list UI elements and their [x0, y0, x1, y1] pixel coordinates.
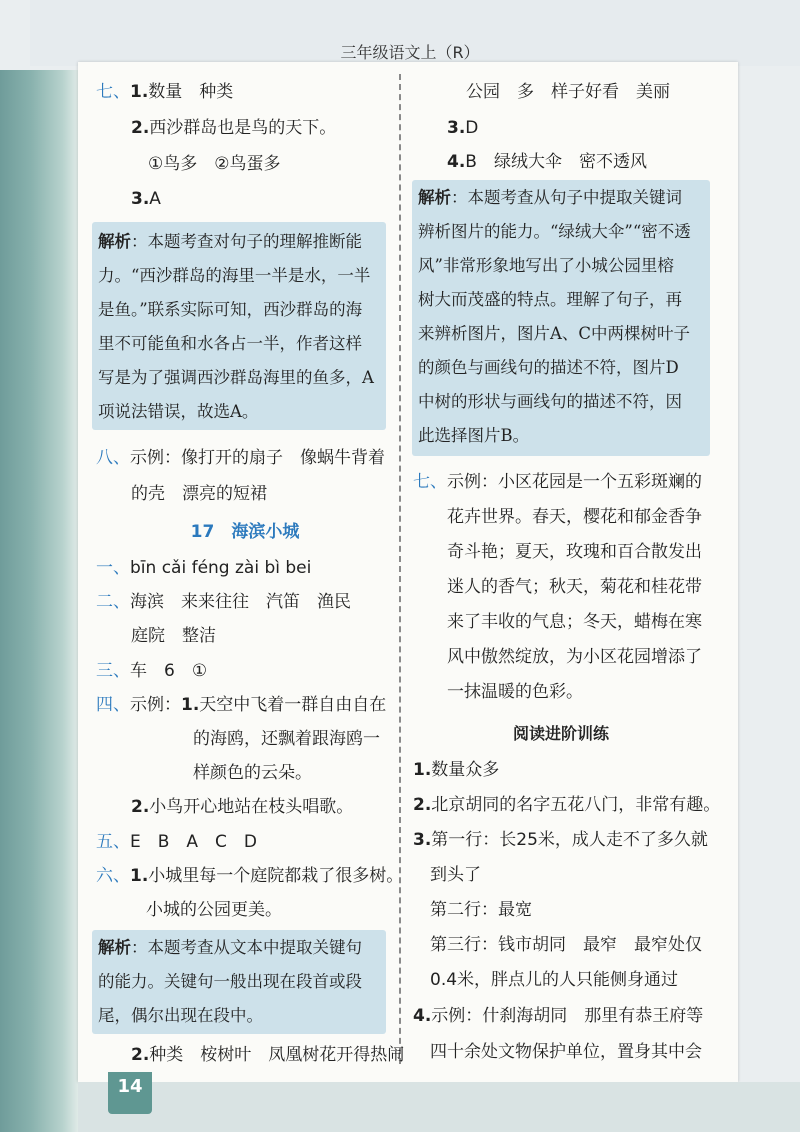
- q7-i3-text: A: [149, 189, 161, 209]
- l4-line2: 的海鸥，还飘着跟海鸥一: [193, 729, 380, 749]
- q8-label: 八、: [96, 448, 130, 468]
- r1-line: 1.数量众多: [413, 760, 500, 780]
- analysis1-line2: 力。“西沙群岛的海里一半是水，一半: [98, 266, 371, 285]
- header-title: 三年级语文上（R）: [340, 43, 480, 62]
- r3-line2: 到头了: [430, 865, 481, 885]
- analysis1-line4: 里不可能鱼和水各占一半，作者这样: [98, 334, 362, 353]
- analysis3-line4: 树大而茂盛的特点。理解了句子，再: [418, 290, 682, 309]
- q8-line1: 八、示例：像打开的扇子 像蜗牛背着: [96, 448, 385, 468]
- analysis1-label: 解析: [98, 232, 131, 251]
- left-color-stripe: [0, 70, 78, 1132]
- reading-title: 阅读进阶训练: [512, 724, 609, 743]
- analysis3-line5: 来辨析图片，图片A、C中两棵树叶子: [418, 324, 691, 343]
- analysis3-line1: 解析：本题考查从句子中提取关键词: [418, 188, 682, 207]
- analysis3-line2: 辨析图片的能力。“绿绒大伞”“密不透: [418, 222, 691, 241]
- q7-item1: [96, 80, 233, 104]
- l6-item2: 2.种类 桉树叶 凤凰树花开得热闹: [131, 1045, 405, 1065]
- l5-label: 五、: [96, 832, 130, 852]
- q8-line2: 的壳 漂亮的短裙: [131, 484, 267, 504]
- r-q7-line4: 迷人的香气；秋天，菊花和桂花带: [447, 577, 702, 597]
- l6-line1: 六、1.小城里每一个庭院都栽了很多树。: [96, 866, 404, 886]
- analysis2-line3: 尾，偶尔出现在段中。: [98, 1006, 263, 1025]
- l4-item2: 2.小鸟开心地站在枝头唱歌。: [131, 797, 354, 817]
- q7-i2-text: 西沙群岛也是鸟的天下。: [149, 118, 337, 138]
- l5-line: 五、E B A C D: [96, 832, 257, 852]
- q7-i2-num: 2.: [131, 118, 150, 138]
- r-q7-line5: 来了丰收的气息；冬天，蜡梅在寒: [447, 612, 702, 632]
- column-divider: [399, 74, 401, 1064]
- bottom-band: [78, 1082, 800, 1132]
- r-top-line: 公园 多 样子好看 美丽: [466, 82, 670, 102]
- analysis3-line7: 中树的形状与画线句的描述不符，因: [418, 392, 682, 411]
- analysis3-line6: 的颜色与画线句的描述不符，图片D: [418, 358, 679, 377]
- r2-line: 2.北京胡同的名字五花八门，非常有趣。: [413, 795, 721, 815]
- analysis1-line5: 写是为了强调西沙群岛海里的鱼多，A: [98, 368, 374, 387]
- q7-i1-text: 数量 种类: [148, 82, 234, 102]
- l3-line: 三、车 6 ①: [96, 661, 208, 681]
- r-q7-line2: 花卉世界。春天，樱花和郁金香争: [447, 507, 702, 527]
- r-q7-line3: 奇斗艳；夏天，玫瑰和百合散发出: [447, 542, 702, 562]
- r-q7-label: 七、: [413, 472, 447, 492]
- analysis1-line3: 是鱼。”联系实际可知，西沙群岛的海: [98, 300, 363, 319]
- l4-line1: 四、示例：1.天空中飞着一群自由自在: [96, 695, 387, 715]
- q7-i1-num: 1.: [130, 82, 149, 102]
- r3-line5: 0.4米，胖点儿的人只能侧身通过: [430, 970, 679, 990]
- r-item3: 3.D: [447, 118, 479, 138]
- l2-line2: 庭院 整洁: [131, 626, 216, 646]
- l2-line1: 二、海滨 来来往往 汽笛 渔民: [96, 592, 351, 612]
- analysis2-line1: 解析：本题考查从文本中提取关键句: [98, 938, 362, 957]
- r3-line1: 3.第一行：长25米，成人走不了多久就: [413, 830, 708, 850]
- r-item4: 4.B 绿绒大伞 密不透风: [447, 152, 647, 172]
- q7-item3: [131, 187, 161, 211]
- analysis2-line2: 的能力。关键句一般出现在段首或段: [98, 972, 362, 991]
- r3-line3: 第二行：最宽: [430, 900, 532, 920]
- r-q7-line6: 风中傲然绽放，为小区花园增添了: [447, 647, 702, 667]
- l2-label: 二、: [96, 592, 130, 612]
- l3-label: 三、: [96, 661, 130, 681]
- l4-label: 四、: [96, 695, 130, 715]
- r3-line4: 第三行：钱市胡同 最窄 最窄处仅: [430, 935, 702, 955]
- l1-label: 一、: [96, 558, 130, 578]
- l6-label: 六、: [96, 866, 130, 886]
- q7-item2: [131, 116, 336, 140]
- r4-line1: 4.示例：什刹海胡同 那里有恭王府等: [413, 1006, 704, 1026]
- q7-i3-num: 3.: [131, 189, 150, 209]
- r-q7-line7: 一抹温暖的色彩。: [447, 682, 583, 702]
- analysis3-line8: 此选择图片B。: [418, 426, 530, 445]
- l6-line2: 小城的公园更美。: [146, 900, 282, 920]
- l4-line3: 样颜色的云朵。: [193, 763, 312, 783]
- q7-item2-sub: ①鸟多 ②鸟蛋多: [148, 154, 281, 174]
- r-q7-line1: 七、示例：小区花园是一个五彩斑斓的: [413, 472, 702, 492]
- r4-line2: 四十余处文物保护单位，置身其中会: [430, 1042, 702, 1062]
- analysis1-line1: 解析：本题考查对句子的理解推断能: [98, 232, 362, 251]
- analysis2-label: 解析: [98, 938, 131, 957]
- analysis1-line6: 项说法错误，故选A。: [98, 402, 259, 421]
- l1-line: 一、bīn cǎi féng zài bì bei: [96, 558, 312, 578]
- analysis3-line3: 风”非常形象地写出了小城公园里榕: [418, 256, 674, 275]
- analysis3-label: 解析: [418, 188, 451, 207]
- page-number: 14: [117, 1076, 143, 1097]
- lesson-title: 17 海滨小城: [190, 522, 300, 542]
- q7-label: 七、: [96, 82, 130, 102]
